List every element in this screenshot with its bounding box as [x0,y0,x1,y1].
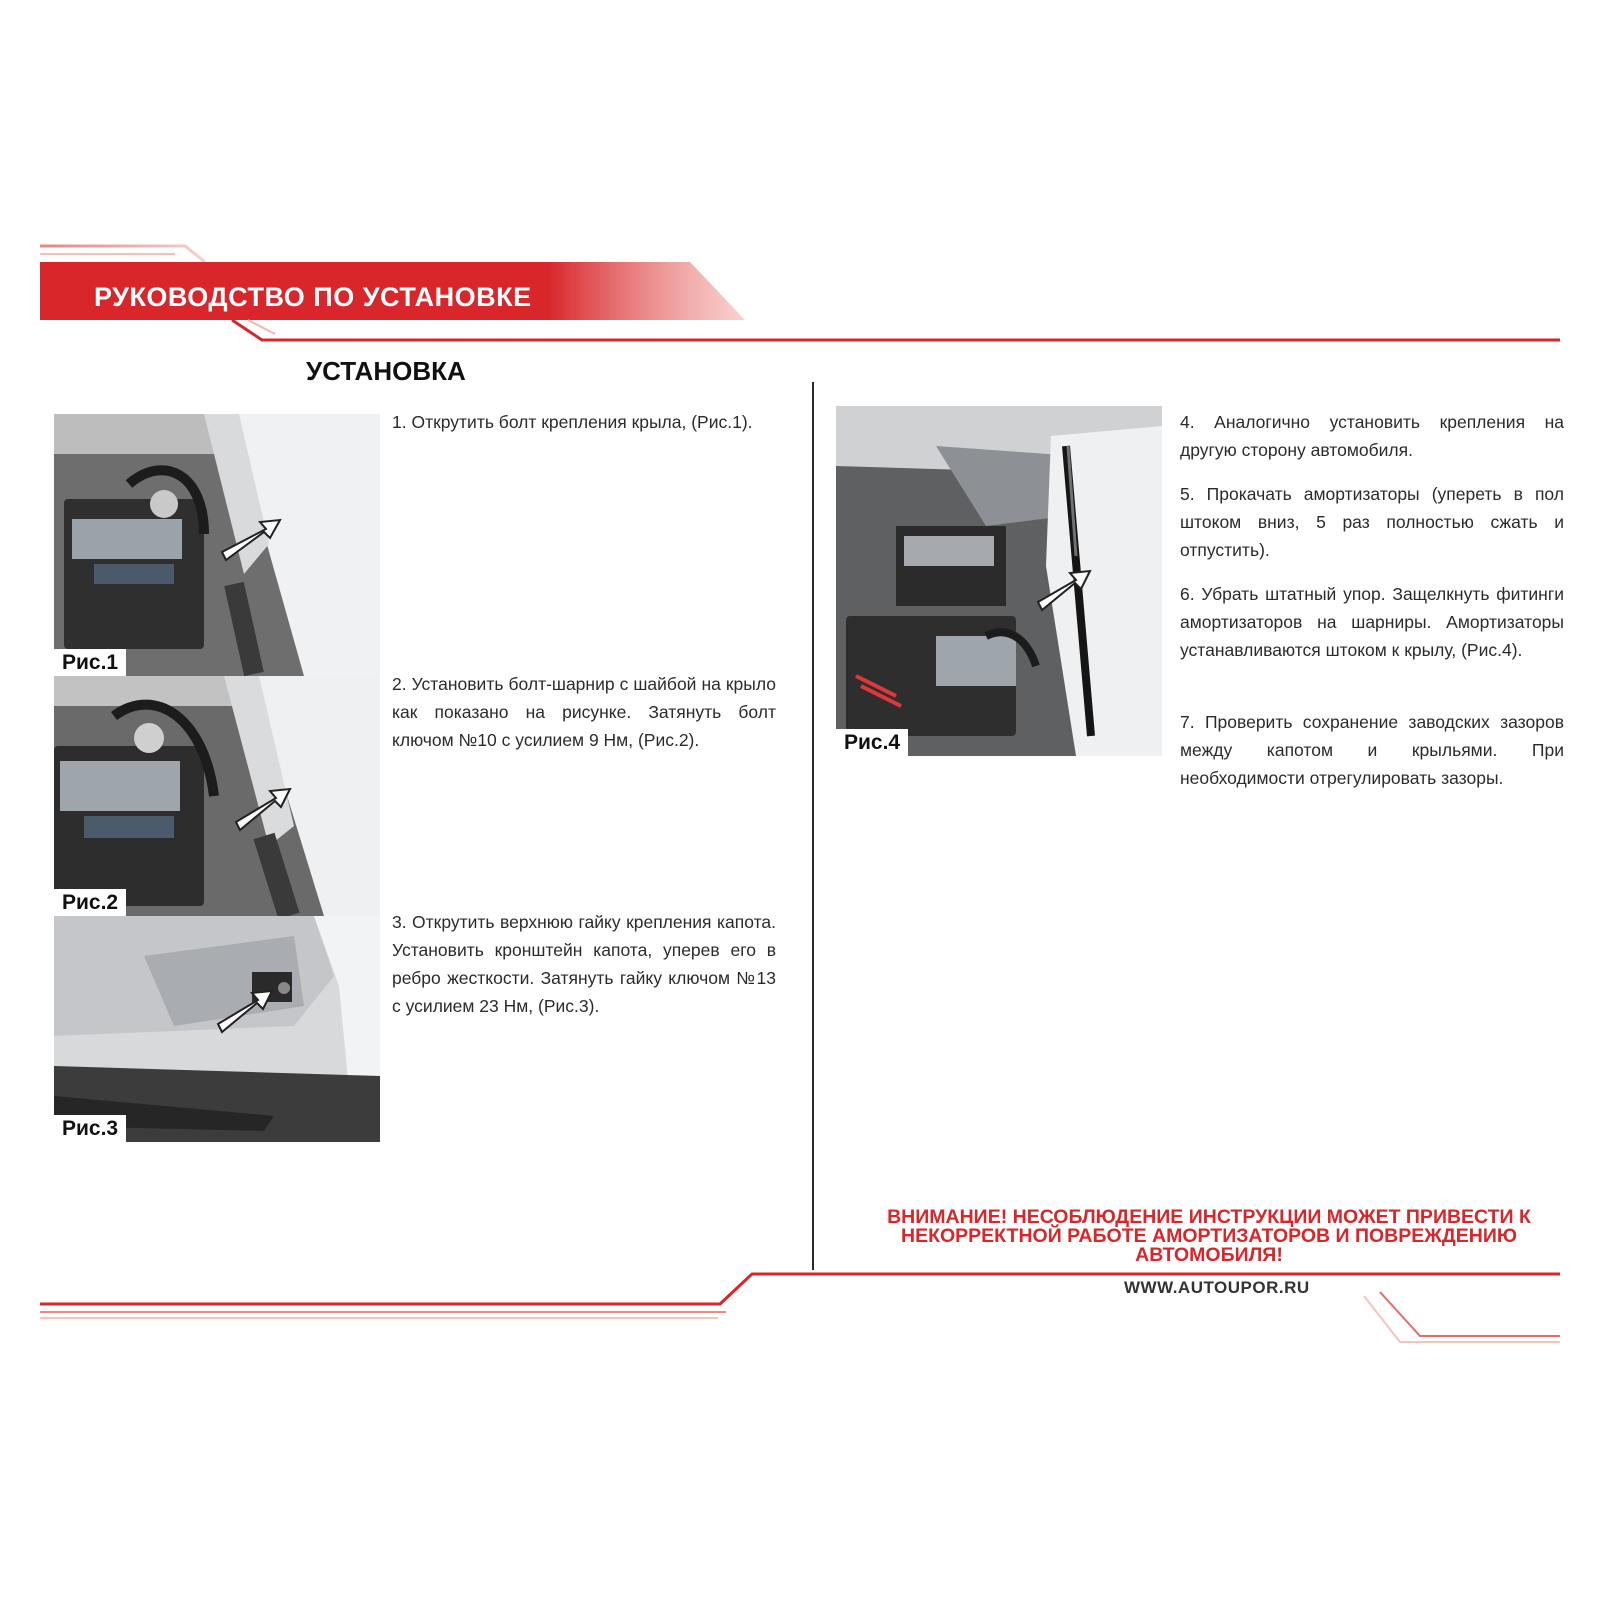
gas-strut-installed-photo [836,406,1162,756]
figure-4-label: Рис.4 [836,729,908,756]
figure-1-photo [54,414,380,676]
warning-text: ВНИМАНИЕ! НЕСОБЛЮДЕНИЕ ИНСТРУКЦИИ МОЖЕТ ПРИВЕСТИ К НЕКОРРЕКТНОЙ РАБОТЕ АМОРТИЗАТОРОВ И ПОВРЕЖДЕНИЮ АВТОМОБИЛЯ! [887,1206,1531,1266]
step-5-text: 5. Прокачать амортизаторы (упереть в пол штоком вниз, 5 раз полностью сжать и отпустить). [1180,484,1564,560]
figure-2-photo [54,676,380,916]
figure-3-label: Рис.3 [54,1115,126,1142]
engine-bay-photo [54,414,380,676]
footer-stripes [0,1262,1600,1352]
step-1-text: 1. Открутить болт крепления крыла, (Рис.1). [392,412,753,432]
section-title: УСТАНОВКА [306,356,466,386]
step-6-text: 6. Убрать штатный упор. Защелкнуть фитинги амортизаторов на шарниры. Амортизаторы устанавливаются штоком к крылу, (Рис.4). [1180,584,1564,660]
step-3-text: 3. Открутить верхнюю гайку крепления капота. Установить кронштейн капота, уперев его в ребро жесткости. Затянуть гайку ключом №13 с усилием 23 Нм, (Рис.3). [392,912,776,1016]
figure-4-photo [836,406,1162,756]
step-7-text: 7. Проверить сохранение заводских зазоров между капотом и крыльями. При необходимости отрегулировать зазоры. [1180,712,1564,788]
figure-2-label: Рис.2 [54,889,126,916]
engine-bay-photo [54,676,380,916]
hood-hinge-photo [54,916,380,1142]
column-divider [812,382,814,1270]
website-url[interactable]: WWW.AUTOUPOR.RU [1124,1278,1310,1297]
step-4-text: 4. Аналогично установить крепления на другую сторону автомобиля. [1180,412,1564,460]
figure-3-photo [54,916,380,1142]
figure-1-label: Рис.1 [54,649,126,676]
step-2-text: 2. Установить болт-шарнир с шайбой на крыло как показано на рисунке. Затянуть болт ключом №10 с усилием 9 Нм, (Рис.2). [392,674,776,750]
page-title: РУКОВОДСТВО ПО УСТАНОВКЕ [94,282,532,312]
